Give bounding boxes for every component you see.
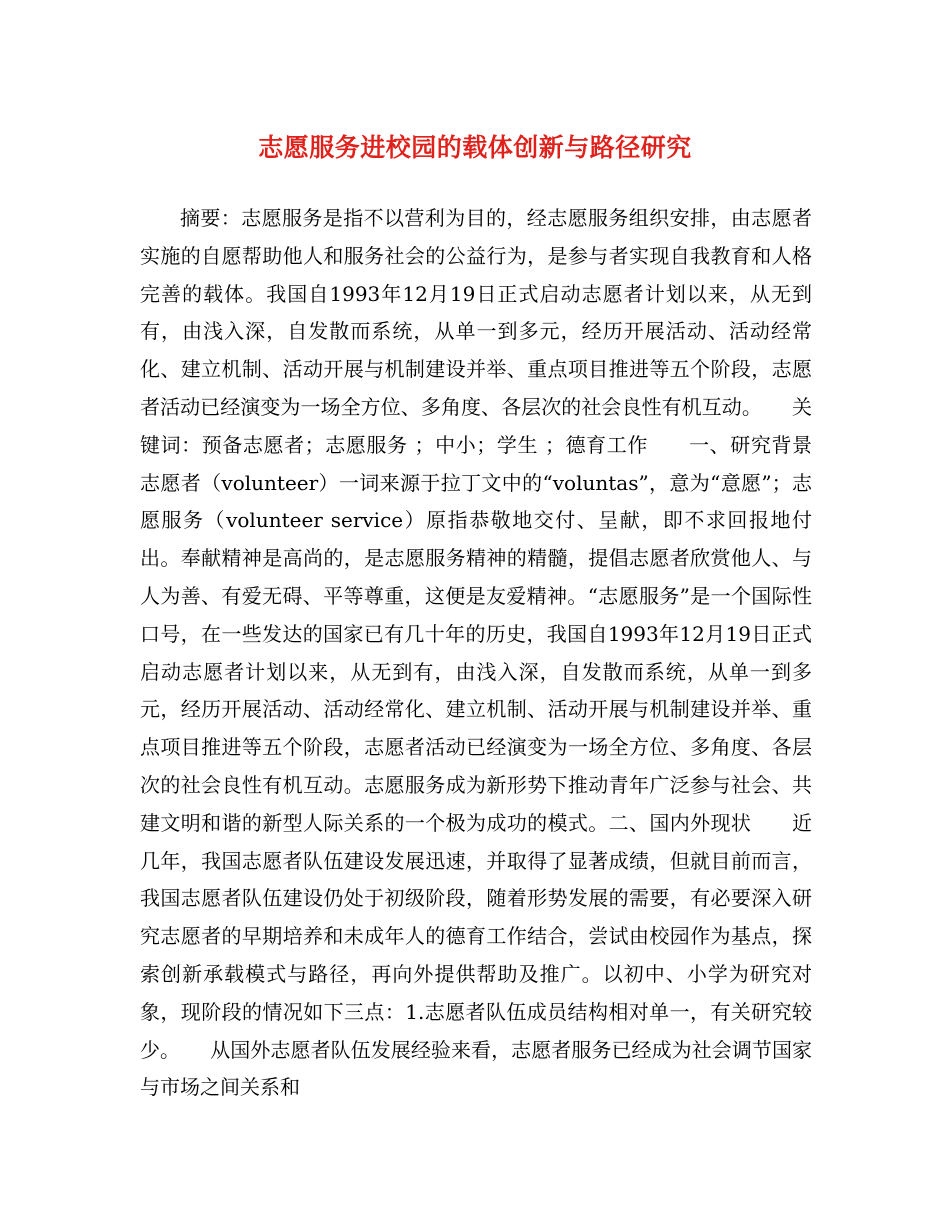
document-title: 志愿服务进校园的载体创新与路径研究 bbox=[258, 133, 692, 162]
document-body: 摘要：志愿服务是指不以营利为目的，经志愿服务组织安排，由志愿者实施的自愿帮助他人和服务社会的公益行为，是参与者实现自我教育和人格完善的载体。我国自1993年12月19日正式启动志愿者计划以来，从无到有，由浅入深，自发散而系统，从单一到多元，经历开展活动、活动经常化、建立机制、活动开展与机制建设并举、重点项目推进等五个阶段，志愿者活动已经演变为一场全方位、多角度、各层次的社会良性有机互动。 关键词：预备志愿者；志愿服务 ；中小；学生 ；德育工作 一、研究背景 志愿者（volunteer）一词来源于拉丁文中的“voluntas”，意为“意愿”；志愿服务（volunteer service）原指恭敬地交付、呈献，即不求回报地付出。奉献精神是高尚的，是志愿服务精神的精髓，提倡志愿者欣赏他人、与人为善、有爱无碍、平等尊重，这便是友爱精神。“志愿服务”是一个国际性口号，在一些发达的国家已有几十年的历史，我国自1993年12月19日正式启动志愿者计划以来，从无到有，由浅入深，自发散而系统，从单一到多元，经历开展活动、活动经常化、建立机制、活动开展与机制建设并举、重点项目推进等五个阶段，志愿者活动已经演变为一场全方位、多角度、各层次的社会良性有机互动。志愿服务成为新形势下推动青年广泛参与社会、共建文明和谐的新型人际关系的一个极为成功的模式。二、国内外现状 近几年，我国志愿者队伍建设发展迅速，并取得了显著成绩，但就目前而言，我国志愿者队伍建设仍处于初级阶段，随着形势发展的需要，有必要深入研究志愿者的早期培养和未成年人的德育工作结合，尝试由校园作为基点，探索创新承载模式与路径，再向外提供帮助及推广。以初中、小学为研究对象，现阶段的情况如下三点：1.志愿者队伍成员结构相对单一，有关研究较少。 从国外志愿者队伍发展经验来看，志愿者服务已经成为社会调节国家与市场之间关系和 bbox=[140, 206, 852, 1100]
